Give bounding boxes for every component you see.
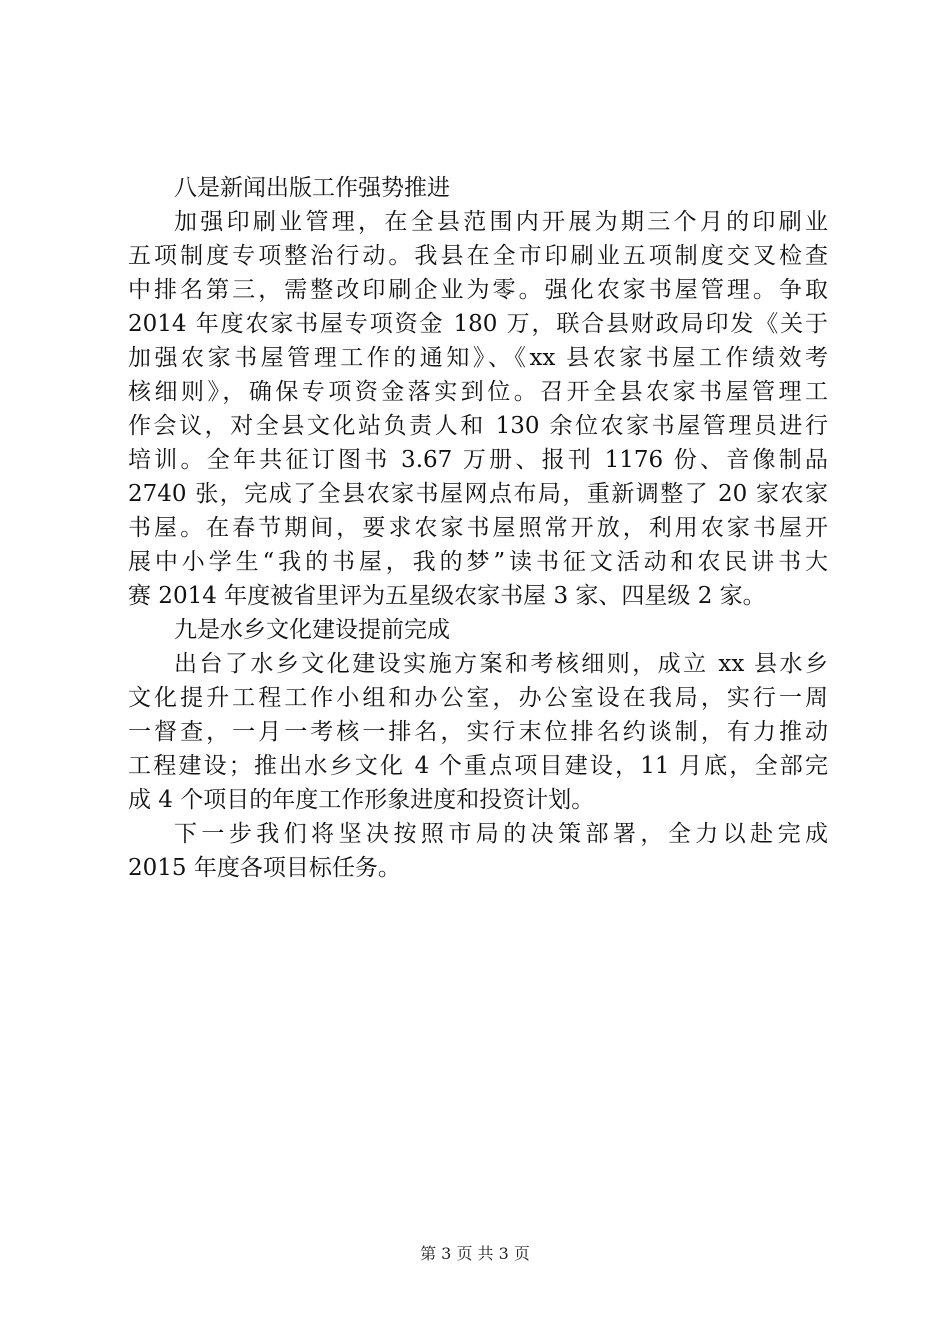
- paragraph-line: 五项制度专项整治行动。我县在全市印刷业五项制度交叉检查: [128, 243, 828, 269]
- section-heading-8: 八是新闻出版工作强势推进: [174, 175, 450, 201]
- paragraph-line: 赛 2014 年度被省里评为五星级农家书屋 3 家、四星级 2 家。: [128, 583, 766, 609]
- paragraph-line: 2740 张，完成了全县农家书屋网点布局，重新调整了 20 家农家: [128, 481, 828, 507]
- paragraph-line: 2014 年度农家书屋专项资金 180 万，联合县财政局印发《关于: [128, 311, 828, 337]
- paragraph-line: 文化提升工程工作小组和办公室，办公室设在我局，实行一周: [128, 685, 828, 711]
- paragraph-line: 作会议，对全县文化站负责人和 130 余位农家书屋管理员进行: [128, 413, 828, 439]
- paragraph-line: 出台了水乡文化建设实施方案和考核细则，成立 xx 县水乡: [174, 651, 828, 677]
- paragraph-line: 培训。全年共征订图书 3.67 万册、报刊 1176 份、音像制品: [128, 447, 828, 473]
- section-heading-9: 九是水乡文化建设提前完成: [174, 617, 450, 643]
- paragraph-line: 展中小学生“我的书屋，我的梦”读书征文活动和农民讲书大: [128, 549, 828, 575]
- paragraph-line: 下一步我们将坚决按照市局的决策部署，全力以赴完成: [174, 821, 828, 847]
- paragraph-line: 加强印刷业管理，在全县范围内开展为期三个月的印刷业: [174, 209, 828, 235]
- paragraph-line: 书屋。在春节期间，要求农家书屋照常开放，利用农家书屋开: [128, 515, 828, 541]
- document-body: [128, 171, 828, 885]
- paragraph-line: 成 4 个项目的年度工作形象进度和投资计划。: [128, 787, 595, 813]
- paragraph-line: 核细则》，确保专项资金落实到位。召开全县农家书屋管理工: [128, 379, 828, 405]
- page-number-footer: 第 3 页 共 3 页: [420, 1244, 530, 1263]
- paragraph-line: 一督查，一月一考核一排名，实行末位排名约谈制，有力推动: [128, 719, 828, 745]
- paragraph-line: 加强农家书屋管理工作的通知》、《xx 县农家书屋工作绩效考: [128, 345, 828, 371]
- paragraph-line: 中排名第三，需整改印刷企业为零。强化农家书屋管理。争取: [128, 277, 828, 303]
- paragraph-line: 2015 年度各项目标任务。: [128, 855, 401, 881]
- paragraph-line: 工程建设；推出水乡文化 4 个重点项目建设，11 月底，全部完: [128, 753, 828, 779]
